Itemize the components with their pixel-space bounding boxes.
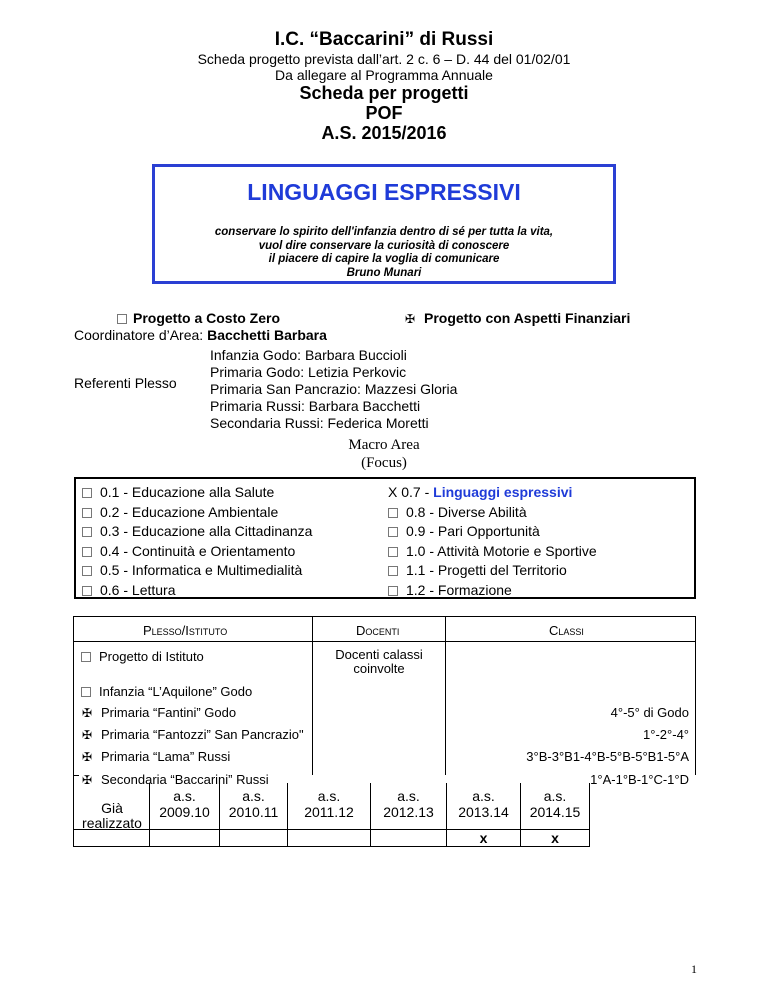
focus-item[interactable]	[82, 561, 312, 581]
focus-item[interactable]	[388, 522, 597, 542]
plesso-row[interactable]	[81, 749, 230, 764]
quote-line: il piacere di capire la voglia di comunicare	[268, 253, 500, 265]
plesso-label: Secondaria “Baccarini” Russi	[101, 772, 269, 787]
plesso-row[interactable]	[81, 684, 252, 699]
year-value: 2011.12	[304, 804, 354, 820]
plesso-row[interactable]	[81, 772, 269, 787]
header-docenti: Docenti	[356, 623, 400, 638]
focus-item[interactable]	[388, 503, 597, 523]
document-header	[0, 28, 768, 143]
checkbox-empty-icon[interactable]	[82, 566, 92, 576]
table-border	[73, 775, 79, 776]
focus-item-label: 0.1 - Educazione alla Salute	[100, 484, 275, 500]
header-plesso: Plesso/Istituto	[143, 623, 228, 638]
option-finanziari-label: Progetto con Aspetti Finanziari	[424, 310, 631, 326]
coordinator-name: Bacchetti Barbara	[207, 327, 327, 343]
quote-line: conservare lo spirito dell'infanzia dentro di sé per tutta la vita,	[214, 226, 554, 238]
classi-value: 4°-5° di Godo	[610, 705, 689, 720]
focus-item-label: 1.2 - Formazione	[406, 581, 512, 598]
focus-item-label: 0.3 - Educazione alla Cittadinanza	[100, 523, 313, 539]
plesso-label: Primaria “Lama” Russi	[101, 749, 231, 764]
checkbox-empty-icon[interactable]	[388, 527, 398, 537]
classi-value: 3°B-3°B1-4°B-5°B-5°B1-5°A	[526, 749, 689, 764]
plessi-table	[73, 616, 696, 847]
referente-item: Primaria Russi: Barbara Bacchetti	[210, 398, 421, 414]
history-year	[288, 788, 370, 820]
year-value: 2012.13	[383, 804, 434, 820]
history-label-line: realizzato	[82, 815, 142, 831]
focus-item-label: 0.2 - Educazione Ambientale	[100, 503, 279, 520]
focus-item-label: 0.5 - Informatica e Multimedialità	[100, 562, 303, 578]
focus-selected-label: Linguaggi espressivi	[433, 484, 573, 500]
checkbox-checked-icon[interactable]: ✠	[404, 312, 416, 326]
header-line-1: Scheda progetto prevista dall’art. 2 c. 6 – D. 44 del 01/02/01	[197, 51, 571, 67]
checkbox-empty-icon[interactable]	[82, 508, 92, 518]
history-year	[220, 788, 287, 820]
plesso-label: Progetto di Istituto	[99, 649, 204, 664]
checkbox-checked-icon[interactable]: ✠	[81, 773, 93, 787]
table-border	[695, 616, 696, 775]
focus-item[interactable]	[82, 503, 312, 523]
header-title-1: Scheda per progetti	[299, 83, 469, 103]
checkbox-checked-icon[interactable]: ✠	[81, 750, 93, 764]
plesso-label: Primaria “Fantini” Godo	[101, 705, 237, 720]
year-prefix: a.s.	[397, 788, 420, 804]
page-number: 1	[691, 962, 697, 976]
focus-item[interactable]	[388, 581, 597, 601]
option-costo-zero-label: Progetto a Costo Zero	[133, 310, 281, 326]
focus-box	[74, 477, 696, 599]
macro-area-heading	[0, 436, 768, 472]
plesso-row[interactable]	[81, 705, 236, 720]
history-year	[447, 788, 520, 820]
year-prefix: a.s.	[173, 788, 196, 804]
referente-item: Primaria San Pancrazio: Mazzesi Gloria	[210, 381, 458, 397]
checkbox-empty-icon[interactable]	[82, 547, 92, 557]
header-title-2: POF	[365, 103, 403, 123]
referente-item: Infanzia Godo: Barbara Buccioli	[210, 347, 407, 363]
focus-item-label: 1.0 - Attività Motorie e Sportive	[406, 542, 597, 559]
checkbox-checked-icon[interactable]: ✠	[81, 706, 93, 720]
option-costo-zero[interactable]	[117, 310, 280, 326]
plesso-label: Infanzia “L’Aquilone” Godo	[99, 684, 253, 699]
history-label	[75, 801, 149, 831]
history-label-line: Già	[101, 800, 123, 816]
project-title-box	[152, 164, 616, 284]
focus-item-selected[interactable]	[388, 483, 597, 503]
header-line-2: Da allegare al Programma Annuale	[275, 67, 493, 83]
table-border	[73, 641, 696, 642]
checkbox-empty-icon[interactable]	[82, 586, 92, 596]
header-classi: Classi	[549, 623, 584, 638]
plesso-row[interactable]	[81, 727, 304, 742]
focus-item-label: 0.4 - Continuità e Orientamento	[100, 542, 296, 559]
referenti-label: Referenti Plesso	[74, 375, 177, 391]
plesso-label: Primaria “Fantozzi” San Pancrazio"	[101, 727, 304, 742]
checkbox-checked-icon[interactable]: ✠	[81, 728, 93, 742]
table-border	[589, 783, 590, 847]
focus-item[interactable]	[82, 522, 312, 542]
focus-right-column	[388, 483, 597, 600]
focus-item[interactable]	[388, 561, 597, 581]
focus-item[interactable]	[82, 581, 312, 601]
checkbox-empty-icon[interactable]	[82, 488, 92, 498]
history-year	[521, 788, 589, 820]
header-year: A.S. 2015/2016	[321, 123, 447, 143]
macro-area-title: Macro Area	[348, 437, 420, 453]
focus-item[interactable]	[388, 542, 597, 562]
referenti-list	[210, 347, 457, 432]
referente-item: Secondaria Russi: Federica Moretti	[210, 415, 429, 431]
checkbox-empty-icon[interactable]	[81, 652, 91, 662]
referente-item: Primaria Godo: Letizia Perkovic	[210, 364, 407, 380]
project-quote	[155, 226, 613, 280]
classi-value: 1°A-1°B-1°C-1°D	[590, 772, 689, 787]
table-border	[312, 616, 313, 775]
coordinator-label: Coordinatore d’Area:	[74, 327, 208, 343]
focus-item-label: 0.9 - Pari Opportunità	[406, 523, 540, 539]
classi-value: 1°-2°-4°	[643, 727, 689, 742]
year-value: 2013.14	[458, 804, 509, 820]
focus-item-label: 0.6 - Lettura	[100, 581, 176, 598]
quote-author: Bruno Munari	[346, 266, 422, 279]
checkbox-empty-icon[interactable]	[82, 527, 92, 537]
history-year	[150, 788, 219, 820]
option-finanziari[interactable]	[404, 310, 630, 326]
checkbox-empty-icon[interactable]	[388, 547, 398, 557]
docenti-value-line: Docenti calassi	[335, 647, 423, 662]
checkbox-empty-icon[interactable]	[81, 687, 91, 697]
history-year	[371, 788, 446, 820]
focus-item[interactable]	[82, 542, 312, 562]
year-value: 2009.10	[159, 804, 210, 820]
year-prefix: a.s.	[472, 788, 495, 804]
focus-item-label: 1.1 - Progetti del Territorio	[406, 562, 567, 578]
focus-item-label: 0.8 - Diverse Abilità	[406, 503, 527, 520]
coordinator	[74, 327, 327, 343]
macro-area-subtitle: (Focus)	[361, 455, 407, 471]
year-value: 2014.15	[529, 804, 581, 820]
focus-item[interactable]	[82, 483, 312, 503]
focus-selected-prefix: X 0.7 -	[388, 484, 434, 500]
table-border	[73, 616, 696, 617]
checkbox-empty-icon[interactable]	[388, 508, 398, 518]
checkbox-empty-icon[interactable]	[388, 566, 398, 576]
table-border	[445, 616, 446, 775]
focus-left-column	[82, 483, 312, 600]
table-border	[73, 846, 589, 847]
year-prefix: a.s.	[317, 788, 341, 804]
checkbox-empty-icon[interactable]	[117, 314, 127, 324]
plesso-row[interactable]	[81, 649, 204, 664]
project-name: LINGUAGGI ESPRESSIVI	[247, 179, 521, 205]
year-prefix: a.s.	[543, 788, 567, 804]
checkbox-empty-icon[interactable]	[388, 586, 398, 596]
history-mark: x	[551, 830, 559, 846]
year-prefix: a.s.	[242, 788, 265, 804]
quote-line: vuol dire conservare la curiosità di conoscere	[258, 239, 510, 252]
school-name: I.C. “Baccarini” di Russi	[274, 29, 494, 50]
table-border	[73, 616, 74, 847]
docenti-value	[322, 648, 436, 676]
docenti-value-line: coinvolte	[353, 661, 405, 676]
year-value: 2010.11	[228, 804, 279, 820]
history-mark: x	[479, 830, 488, 846]
